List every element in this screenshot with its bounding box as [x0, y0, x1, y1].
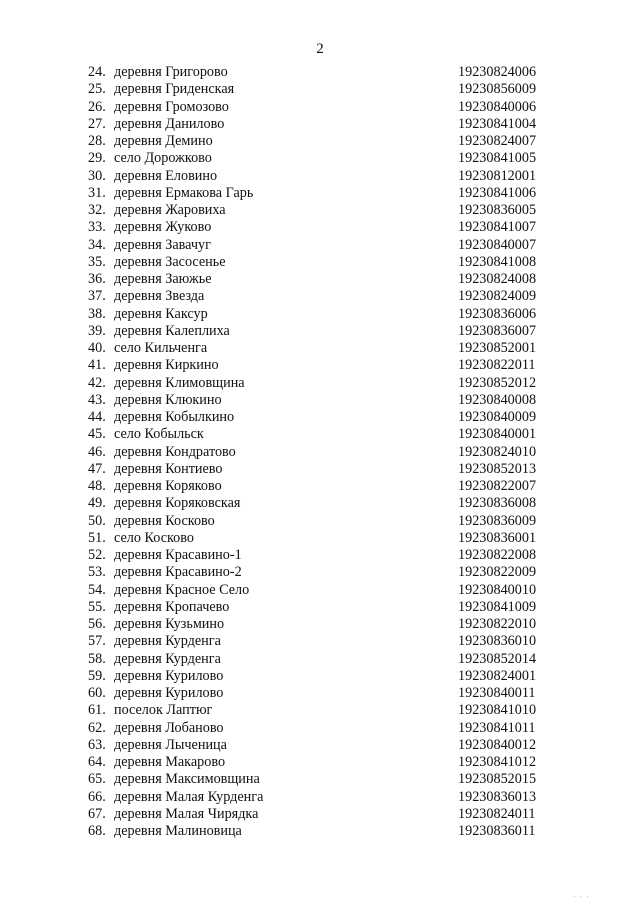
- settlement-name: деревня Демино: [114, 133, 213, 149]
- settlement-name: деревня Курилово: [114, 667, 224, 684]
- item-number: 49.: [88, 495, 106, 512]
- settlement-name: деревня Громозово: [114, 98, 229, 115]
- list-item: [88, 254, 558, 271]
- list-item: [88, 150, 558, 167]
- oktmo-code: 19230841005: [458, 150, 537, 167]
- settlement-name: село Косково: [114, 529, 194, 546]
- settlement-name: деревня Коряковская: [114, 495, 241, 512]
- settlement-name: деревня Контиево: [114, 460, 223, 477]
- settlement-name: деревня Кондратово: [114, 443, 236, 460]
- oktmo-code: 19230822011: [458, 357, 536, 374]
- list-item: [88, 495, 558, 512]
- list-item: [88, 185, 558, 202]
- oktmo-code: 19230824011: [458, 805, 536, 822]
- list-item: [88, 806, 558, 823]
- list-item: [88, 64, 558, 81]
- settlement-name: деревня Лыченица: [114, 736, 227, 753]
- settlement-name: деревня Гриденская: [114, 81, 235, 98]
- oktmo-code: 19230841011: [458, 719, 536, 736]
- item-number: 38.: [88, 305, 106, 322]
- oktmo-code: 19230836005: [458, 202, 537, 218]
- settlement-name: деревня Заюжье: [114, 271, 212, 287]
- list-item: [88, 530, 558, 547]
- list-item: [88, 444, 558, 461]
- item-number: 50.: [88, 512, 106, 529]
- settlement-name: деревня Жуково: [114, 219, 212, 236]
- list-item: [88, 323, 558, 340]
- list-item: [88, 564, 558, 581]
- oktmo-code: 19230852014: [458, 650, 537, 667]
- oktmo-code: 19230822008: [458, 547, 537, 563]
- oktmo-code: 19230836008: [458, 495, 537, 512]
- item-number: 27.: [88, 115, 106, 132]
- list-item: [88, 754, 558, 771]
- settlement-name: поселок Лаптюг: [114, 702, 213, 719]
- oktmo-code: 19230824006: [458, 64, 537, 80]
- oktmo-code: 19230836013: [458, 788, 537, 805]
- list-item: [88, 720, 558, 737]
- list-item: [88, 133, 558, 150]
- oktmo-code: 19230841004: [458, 115, 537, 132]
- settlement-name: село Дорожково: [114, 150, 212, 167]
- list-item: [88, 340, 558, 357]
- oktmo-code: 19230840007: [458, 236, 537, 253]
- item-number: 66.: [88, 788, 106, 805]
- item-number: 62.: [88, 719, 106, 736]
- oktmo-code: 19230852015: [458, 771, 537, 788]
- oktmo-code: 19230840001: [458, 426, 537, 443]
- list-item: [88, 633, 558, 650]
- list-item: [88, 547, 558, 564]
- list-item: [88, 599, 558, 616]
- list-item: [88, 409, 558, 426]
- settlement-name: деревня Клюкино: [114, 391, 222, 408]
- oktmo-code: 19230841009: [458, 598, 537, 615]
- settlement-name: деревня Калеплиха: [114, 322, 230, 339]
- item-number: 32.: [88, 202, 106, 218]
- item-number: 29.: [88, 150, 106, 167]
- oktmo-code: 19230856009: [458, 81, 537, 98]
- list-item: [88, 668, 558, 685]
- list-item: [88, 271, 558, 288]
- list-item: [88, 81, 558, 98]
- list-item: [88, 771, 558, 788]
- list-item: [88, 168, 558, 185]
- item-number: 60.: [88, 685, 106, 701]
- item-number: 59.: [88, 667, 106, 684]
- oktmo-code: 19230852012: [458, 374, 537, 391]
- item-number: 58.: [88, 650, 106, 667]
- settlement-name: деревня Максимовщина: [114, 771, 260, 788]
- oktmo-code: 19230822010: [458, 616, 537, 632]
- settlement-name: деревня Кузьмино: [114, 616, 225, 632]
- oktmo-code: 19230840010: [458, 581, 537, 598]
- oktmo-code: 19230841007: [458, 219, 537, 236]
- list-item: [88, 237, 558, 254]
- item-number: 57.: [88, 633, 106, 650]
- item-number: 56.: [88, 616, 106, 632]
- list-item: [88, 219, 558, 236]
- settlement-name: деревня Красное Село: [114, 581, 250, 598]
- settlement-name: деревня Малиновица: [114, 823, 242, 839]
- list-item: [88, 651, 558, 668]
- item-number: 24.: [88, 64, 106, 80]
- settlement-name: деревня Курденга: [114, 650, 221, 667]
- item-number: 48.: [88, 478, 106, 494]
- oktmo-code: 19230836010: [458, 633, 537, 650]
- list-item: [88, 582, 558, 599]
- settlement-name: деревня Жаровиха: [114, 202, 226, 218]
- item-number: 53.: [88, 564, 106, 581]
- item-number: 63.: [88, 736, 106, 753]
- item-number: 42.: [88, 374, 106, 391]
- item-number: 51.: [88, 529, 106, 546]
- item-number: 54.: [88, 581, 106, 598]
- oktmo-code: 19230824009: [458, 288, 537, 305]
- item-number: 33.: [88, 219, 106, 236]
- item-number: 26.: [88, 98, 106, 115]
- item-number: 43.: [88, 391, 106, 408]
- settlement-name: деревня Звезда: [114, 288, 205, 305]
- item-number: 55.: [88, 598, 106, 615]
- settlement-name: деревня Макарово: [114, 754, 226, 770]
- oktmo-code: 19230836001: [458, 529, 537, 546]
- item-number: 37.: [88, 288, 106, 305]
- item-number: 68.: [88, 823, 106, 839]
- oktmo-code: 19230824007: [458, 133, 537, 149]
- list-item: [88, 685, 558, 702]
- oktmo-code: 19230812001: [458, 167, 537, 184]
- list-item: [88, 478, 558, 495]
- item-number: 67.: [88, 805, 106, 822]
- list-item: [88, 426, 558, 443]
- settlement-list: [88, 64, 558, 840]
- item-number: 36.: [88, 271, 106, 287]
- item-number: 28.: [88, 133, 106, 149]
- settlement-name: деревня Кропачево: [114, 598, 230, 615]
- item-number: 65.: [88, 771, 106, 788]
- settlement-name: деревня Красавино-1: [114, 547, 242, 563]
- list-item: [88, 461, 558, 478]
- oktmo-code: 19230841006: [458, 184, 537, 201]
- oktmo-code: 19230824010: [458, 443, 537, 460]
- oktmo-code: 19230852013: [458, 460, 537, 477]
- list-item: [88, 99, 558, 116]
- list-item: [88, 702, 558, 719]
- item-number: 25.: [88, 81, 106, 98]
- settlement-name: деревня Малая Чирядка: [114, 805, 259, 822]
- list-item: [88, 202, 558, 219]
- settlement-name: деревня Малая Курденга: [114, 788, 264, 805]
- oktmo-code: 19230824008: [458, 271, 537, 287]
- list-item: [88, 288, 558, 305]
- oktmo-code: 19230841012: [458, 754, 537, 770]
- settlement-name: деревня Курилово: [114, 685, 224, 701]
- settlement-name: деревня Засосенье: [114, 253, 226, 270]
- oktmo-code: 19230836006: [458, 305, 537, 322]
- item-number: 64.: [88, 754, 106, 770]
- oktmo-code: 19230822007: [458, 478, 537, 494]
- item-number: 35.: [88, 253, 106, 270]
- oktmo-code: 19230836011: [458, 823, 536, 839]
- oktmo-code: 19230824001: [458, 667, 537, 684]
- item-number: 31.: [88, 184, 106, 201]
- settlement-name: деревня Данилово: [114, 115, 225, 132]
- settlement-name: деревня Косково: [114, 512, 215, 529]
- settlement-name: село Кильченга: [114, 340, 208, 356]
- settlement-name: деревня Климовщина: [114, 374, 245, 391]
- settlement-name: деревня Коряково: [114, 478, 222, 494]
- item-number: 44.: [88, 409, 106, 425]
- item-number: 40.: [88, 340, 106, 356]
- settlement-name: деревня Кобылкино: [114, 409, 235, 425]
- item-number: 41.: [88, 357, 106, 374]
- oktmo-code: 19230840009: [458, 409, 537, 425]
- oktmo-code: 19230840006: [458, 98, 537, 115]
- oktmo-code: 19230852001: [458, 340, 537, 356]
- item-number: 52.: [88, 547, 106, 563]
- list-item: [88, 823, 558, 840]
- settlement-name: деревня Ермакова Гарь: [114, 184, 254, 201]
- item-number: 30.: [88, 167, 106, 184]
- list-item: [88, 116, 558, 133]
- settlement-name: деревня Лобаново: [114, 719, 224, 736]
- list-item: [88, 737, 558, 754]
- oktmo-code: 19230841010: [458, 702, 537, 719]
- settlement-name: деревня Каксур: [114, 305, 208, 322]
- item-number: 34.: [88, 236, 106, 253]
- settlement-name: село Кобыльск: [114, 426, 204, 443]
- item-number: 61.: [88, 702, 106, 719]
- settlement-name: деревня Киркино: [114, 357, 219, 374]
- settlement-name: деревня Красавино-2: [114, 564, 242, 581]
- list-item: [88, 616, 558, 633]
- list-item: [88, 357, 558, 374]
- scan-artifact-mark: ' ' ': [573, 896, 590, 902]
- list-item: [88, 789, 558, 806]
- oktmo-code: 19230840008: [458, 391, 537, 408]
- list-item: [88, 392, 558, 409]
- settlement-name: деревня Курденга: [114, 633, 221, 650]
- list-item: [88, 513, 558, 530]
- oktmo-code: 19230840011: [458, 685, 536, 701]
- item-number: 47.: [88, 460, 106, 477]
- page-number: 2: [316, 41, 324, 57]
- oktmo-code: 19230822009: [458, 564, 537, 581]
- oktmo-code: 19230836009: [458, 512, 537, 529]
- list-item: [88, 306, 558, 323]
- oktmo-code: 19230841008: [458, 253, 537, 270]
- oktmo-code: 19230836007: [458, 322, 537, 339]
- item-number: 39.: [88, 322, 106, 339]
- item-number: 45.: [88, 426, 106, 443]
- list-item: [88, 375, 558, 392]
- oktmo-code: 19230840012: [458, 736, 537, 753]
- settlement-name: деревня Еловино: [114, 167, 218, 184]
- settlement-name: деревня Григорово: [114, 64, 228, 80]
- item-number: 46.: [88, 443, 106, 460]
- settlement-name: деревня Завачуг: [114, 236, 211, 253]
